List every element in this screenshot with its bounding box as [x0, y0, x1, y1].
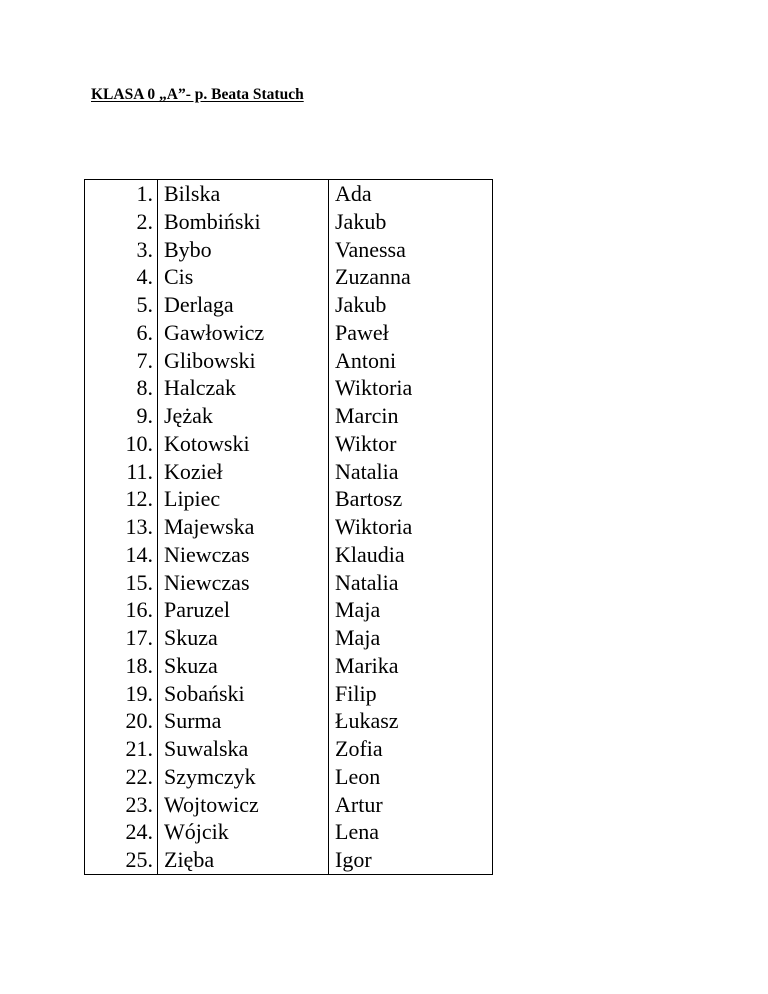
first-name-cell: Zuzanna [329, 263, 493, 291]
surname-cell: Kotowski [158, 430, 329, 458]
row-number-cell: 14. [85, 541, 158, 569]
table-row [85, 513, 493, 541]
first-name-cell: Natalia [329, 569, 493, 597]
first-name-cell: Leon [329, 763, 493, 791]
table-row [85, 624, 493, 652]
surname-cell: Skuza [158, 624, 329, 652]
row-number-cell: 13. [85, 513, 158, 541]
surname-cell: Bybo [158, 236, 329, 264]
first-name-cell: Bartosz [329, 485, 493, 513]
table-row [85, 846, 493, 874]
row-number-cell: 11. [85, 458, 158, 486]
surname-cell: Bilska [158, 180, 329, 208]
surname-cell: Kozieł [158, 458, 329, 486]
first-name-cell: Marcin [329, 402, 493, 430]
surname-cell: Cis [158, 263, 329, 291]
table-row [85, 291, 493, 319]
surname-cell: Jężak [158, 402, 329, 430]
row-number-cell: 8. [85, 374, 158, 402]
row-number-cell: 5. [85, 291, 158, 319]
table-row [85, 430, 493, 458]
surname-cell: Glibowski [158, 347, 329, 375]
surname-cell: Bombiński [158, 208, 329, 236]
table-row [85, 818, 493, 846]
table-row [85, 652, 493, 680]
row-number-cell: 7. [85, 347, 158, 375]
row-number-cell: 18. [85, 652, 158, 680]
row-number-cell: 10. [85, 430, 158, 458]
row-number-cell: 15. [85, 569, 158, 597]
row-number-cell: 20. [85, 707, 158, 735]
table-row [85, 347, 493, 375]
first-name-cell: Maja [329, 596, 493, 624]
first-name-cell: Łukasz [329, 707, 493, 735]
row-number-cell: 6. [85, 319, 158, 347]
student-table-body [85, 180, 493, 875]
surname-cell: Surma [158, 707, 329, 735]
student-table [84, 179, 493, 875]
surname-cell: Suwalska [158, 735, 329, 763]
first-name-cell: Ada [329, 180, 493, 208]
row-number-cell: 2. [85, 208, 158, 236]
surname-cell: Zięba [158, 846, 329, 874]
table-row [85, 236, 493, 264]
first-name-cell: Jakub [329, 208, 493, 236]
surname-cell: Majewska [158, 513, 329, 541]
first-name-cell: Filip [329, 680, 493, 708]
first-name-cell: Paweł [329, 319, 493, 347]
table-row [85, 402, 493, 430]
table-row [85, 458, 493, 486]
table-row [85, 263, 493, 291]
row-number-cell: 19. [85, 680, 158, 708]
table-row [85, 569, 493, 597]
table-row [85, 180, 493, 208]
table-row [85, 319, 493, 347]
page-title: KLASA 0 „A”- p. Beata Statuch [91, 86, 304, 103]
row-number-cell: 16. [85, 596, 158, 624]
surname-cell: Wojtowicz [158, 791, 329, 819]
surname-cell: Gawłowicz [158, 319, 329, 347]
surname-cell: Skuza [158, 652, 329, 680]
first-name-cell: Artur [329, 791, 493, 819]
table-row [85, 735, 493, 763]
first-name-cell: Wiktoria [329, 374, 493, 402]
table-row [85, 208, 493, 236]
row-number-cell: 1. [85, 180, 158, 208]
first-name-cell: Wiktor [329, 430, 493, 458]
first-name-cell: Antoni [329, 347, 493, 375]
first-name-cell: Jakub [329, 291, 493, 319]
row-number-cell: 3. [85, 236, 158, 264]
first-name-cell: Igor [329, 846, 493, 874]
table-row [85, 763, 493, 791]
first-name-cell: Natalia [329, 458, 493, 486]
table-row [85, 374, 493, 402]
table-row [85, 680, 493, 708]
first-name-cell: Vanessa [329, 236, 493, 264]
table-row [85, 485, 493, 513]
first-name-cell: Zofia [329, 735, 493, 763]
row-number-cell: 21. [85, 735, 158, 763]
row-number-cell: 22. [85, 763, 158, 791]
surname-cell: Sobański [158, 680, 329, 708]
first-name-cell: Maja [329, 624, 493, 652]
surname-cell: Wójcik [158, 818, 329, 846]
surname-cell: Niewczas [158, 541, 329, 569]
table-row [85, 596, 493, 624]
row-number-cell: 17. [85, 624, 158, 652]
first-name-cell: Wiktoria [329, 513, 493, 541]
table-row [85, 541, 493, 569]
table-row [85, 791, 493, 819]
row-number-cell: 4. [85, 263, 158, 291]
surname-cell: Lipiec [158, 485, 329, 513]
surname-cell: Szymczyk [158, 763, 329, 791]
row-number-cell: 24. [85, 818, 158, 846]
row-number-cell: 25. [85, 846, 158, 874]
first-name-cell: Lena [329, 818, 493, 846]
surname-cell: Halczak [158, 374, 329, 402]
row-number-cell: 12. [85, 485, 158, 513]
surname-cell: Paruzel [158, 596, 329, 624]
surname-cell: Derlaga [158, 291, 329, 319]
table-row [85, 707, 493, 735]
surname-cell: Niewczas [158, 569, 329, 597]
row-number-cell: 23. [85, 791, 158, 819]
first-name-cell: Marika [329, 652, 493, 680]
first-name-cell: Klaudia [329, 541, 493, 569]
row-number-cell: 9. [85, 402, 158, 430]
